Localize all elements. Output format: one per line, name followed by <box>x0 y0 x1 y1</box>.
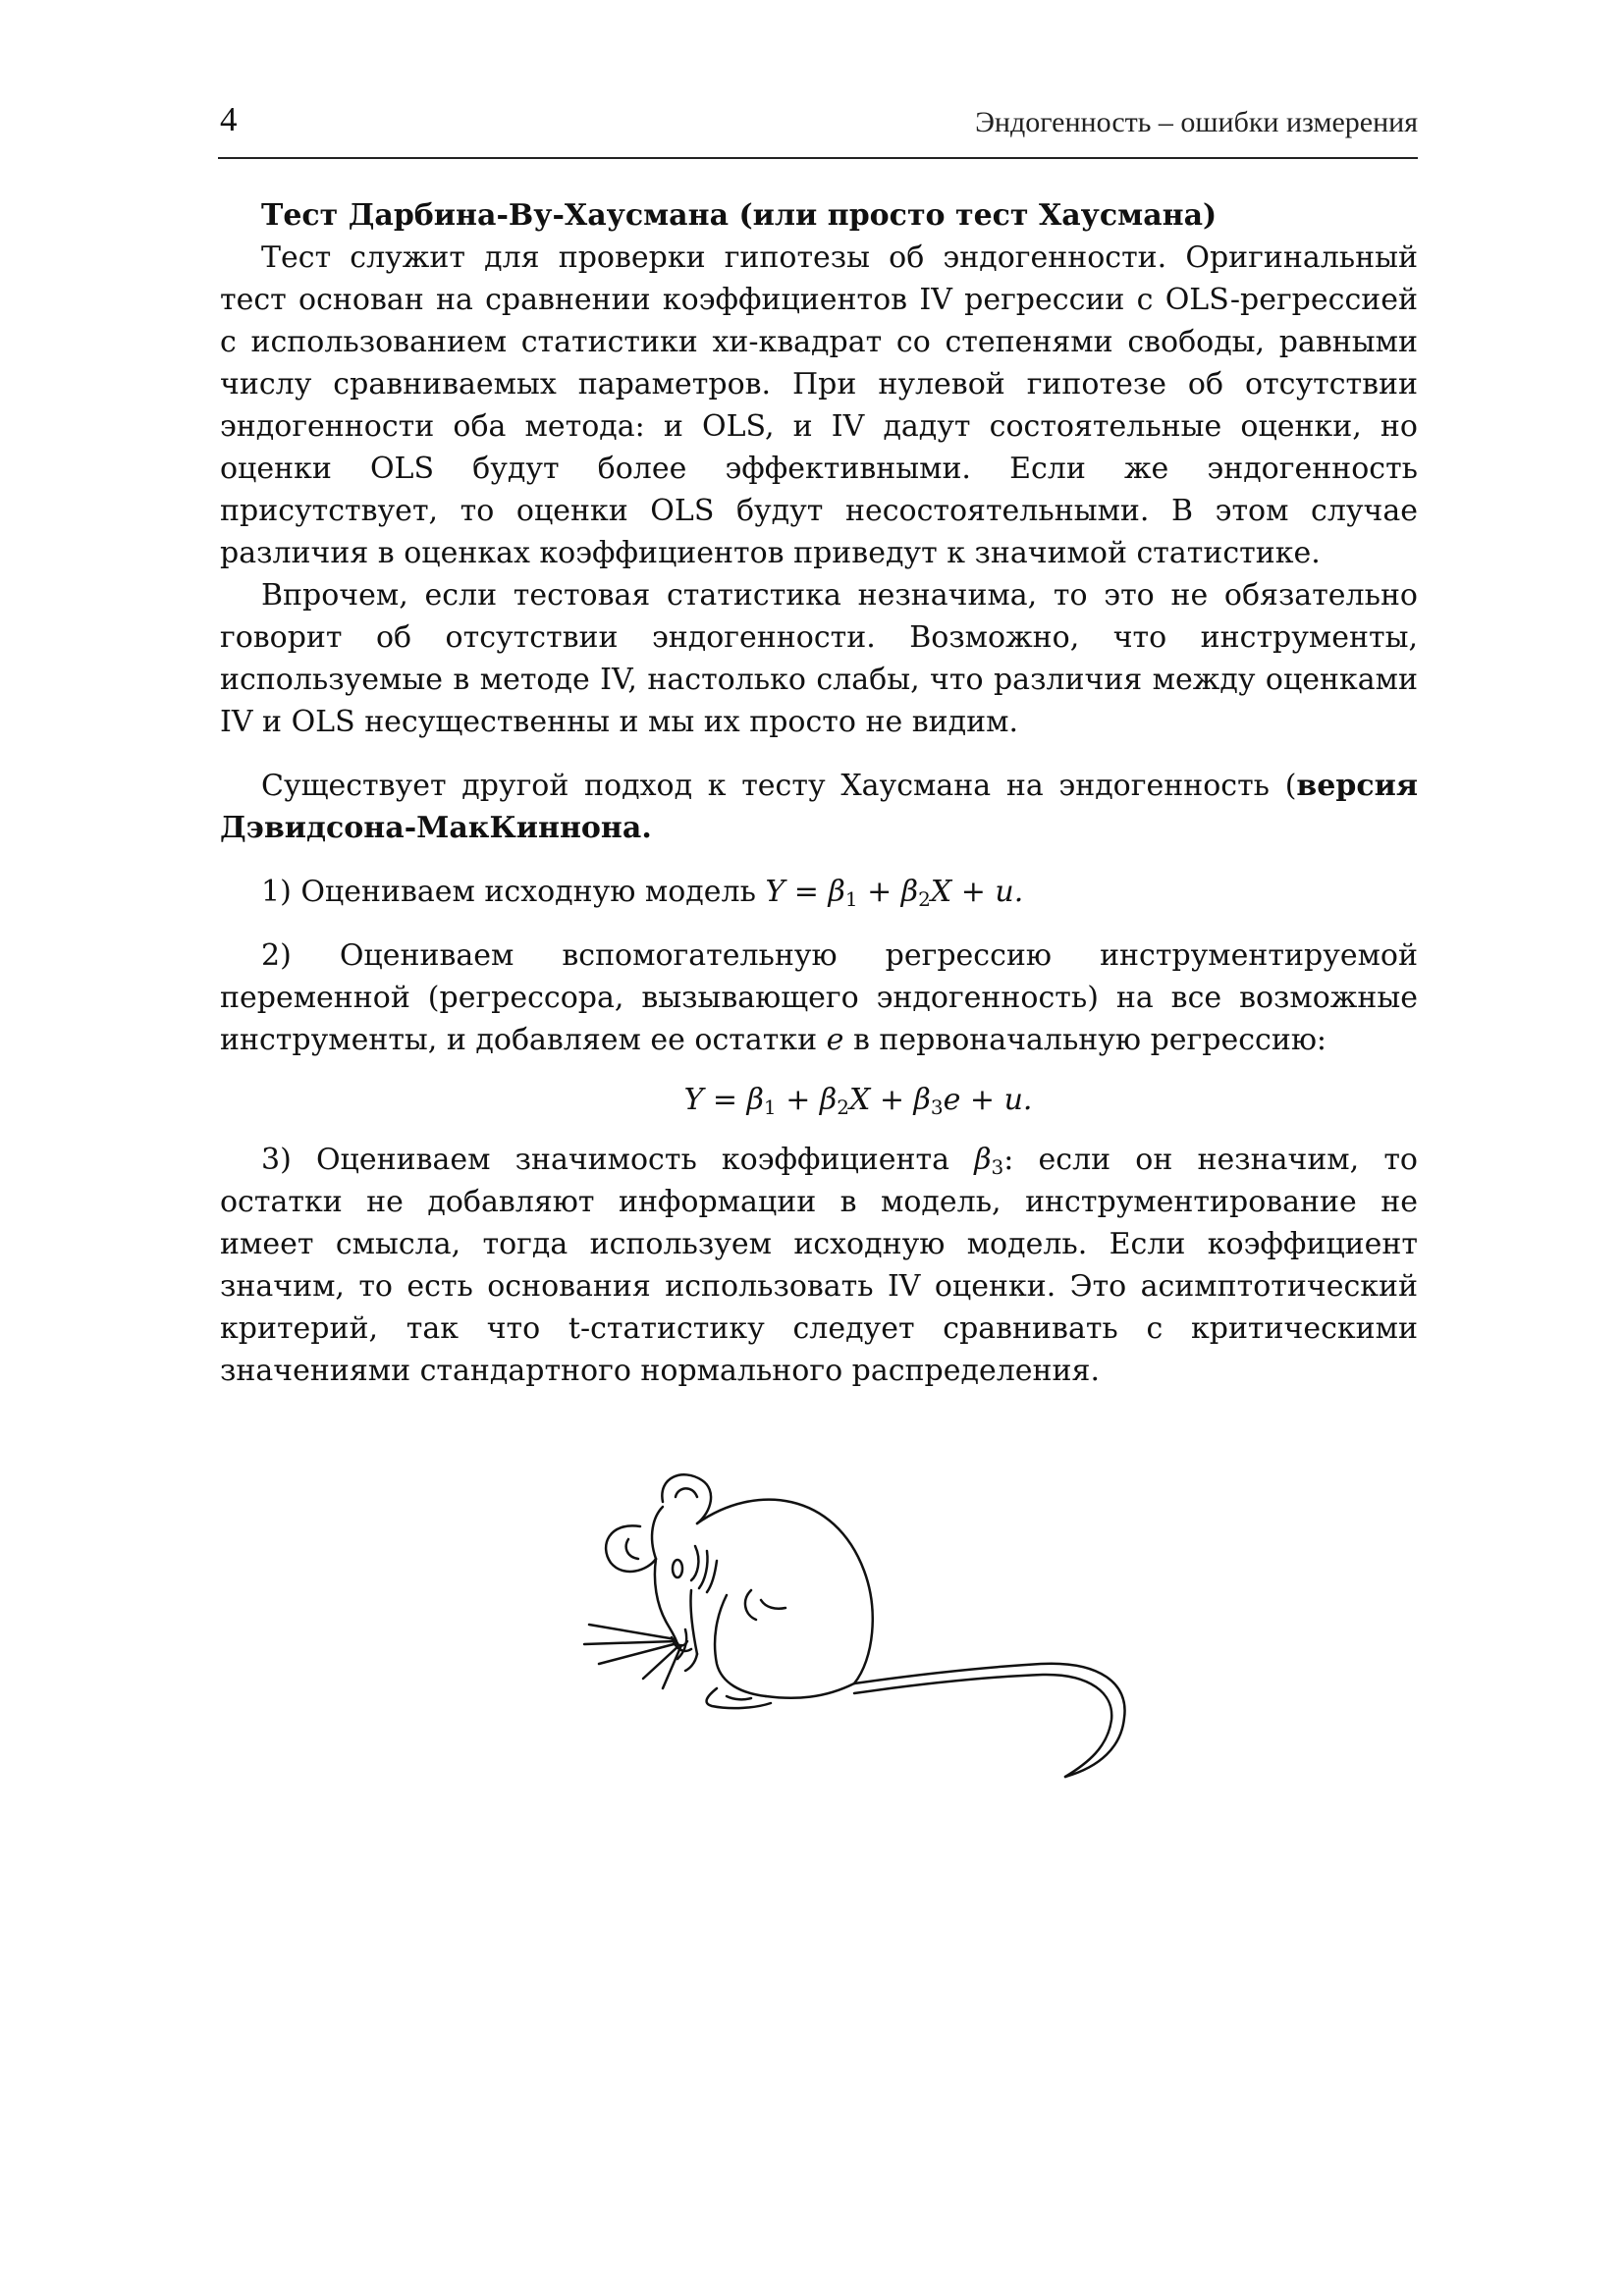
paragraph-3-bold: версия Дэвидсона-МакКиннона. <box>220 769 1418 845</box>
step-3-start: 3) Оцениваем значимость коэффициента <box>261 1143 975 1177</box>
paragraph-1: Тест служит для проверки гипотезы об эндогенности. Оригинальный тест основан на сравнении коэффициентов IV регрессии с OLS-регрессией с использованием статистики хи-квадрат со степенями свободы, равными числу сравниваемых параметров. При нулевой гипотезе об отсутствии эндогенности оба метода: и OLS, и IV дадут состоятельные оценки, но оценки OLS будут более эффективными. Если же эндогенность присутствует, то оценки OLS будут несостоятельными. В этом случае различия в оценках коэффициентов приведут к значимой статистике. <box>220 240 1418 570</box>
step-2-text: 2) Оцениваем вспомогательную регрессию инструментируемой переменной (регрессора, вызывающего эндогенность) на все возможные инструменты, и добавляем ее остатки <box>220 938 1418 1057</box>
paragraph-3 <box>220 765 1418 849</box>
paragraph-2: Впрочем, если тестовая статистика незначима, то это не обязательно говорит об отсутствии эндогенности. Возможно, что инструменты, используемые в методе IV, настолько слабы, что различия между оценками IV и OLS несущественны и мы их просто не видим. <box>220 578 1418 739</box>
step-1-text: 1) Оцениваем исходную модель <box>261 875 766 909</box>
section-title: Тест Дарбина-Ву-Хаусмана (или просто тест Хаусмана) <box>261 198 1218 233</box>
step-3-rest: : если он незначим, то остатки не добавляют информации в модель, инструментирование не имеет смысла, тогда используем исходную модель. Если коэффициент значим, то есть основания использовать IV оценки. Это асимптотический критерий, так что t-статистику следует сравнивать с критическими значениями стандартного нормального распределения. <box>220 1143 1418 1388</box>
step-2-tail: в первоначальную регрессию: <box>843 1023 1327 1057</box>
mouse-drawing <box>569 1453 1159 1787</box>
running-title: Эндогенность – ошибки измерения <box>975 106 1418 138</box>
model-formula: $Y = \beta_1 + \beta_2X + u$. <box>765 875 1024 911</box>
step-2-variable: e <box>826 1023 844 1057</box>
beta3-symbol: $\beta_3$ <box>974 1143 1004 1179</box>
step-2 <box>220 934 1418 1061</box>
paragraph-3-text: Существует другой подход к тесту Хаусмана на эндогенность ( <box>261 769 1297 803</box>
extended-model-formula: $Y = \beta_1 + \beta_2X + \beta_3e + u$. <box>683 1083 1033 1119</box>
step-1 <box>220 871 1418 913</box>
body-text <box>220 194 1418 1392</box>
page-header <box>218 96 1418 159</box>
step-3 <box>220 1139 1418 1392</box>
page-number: 4 <box>220 100 238 138</box>
